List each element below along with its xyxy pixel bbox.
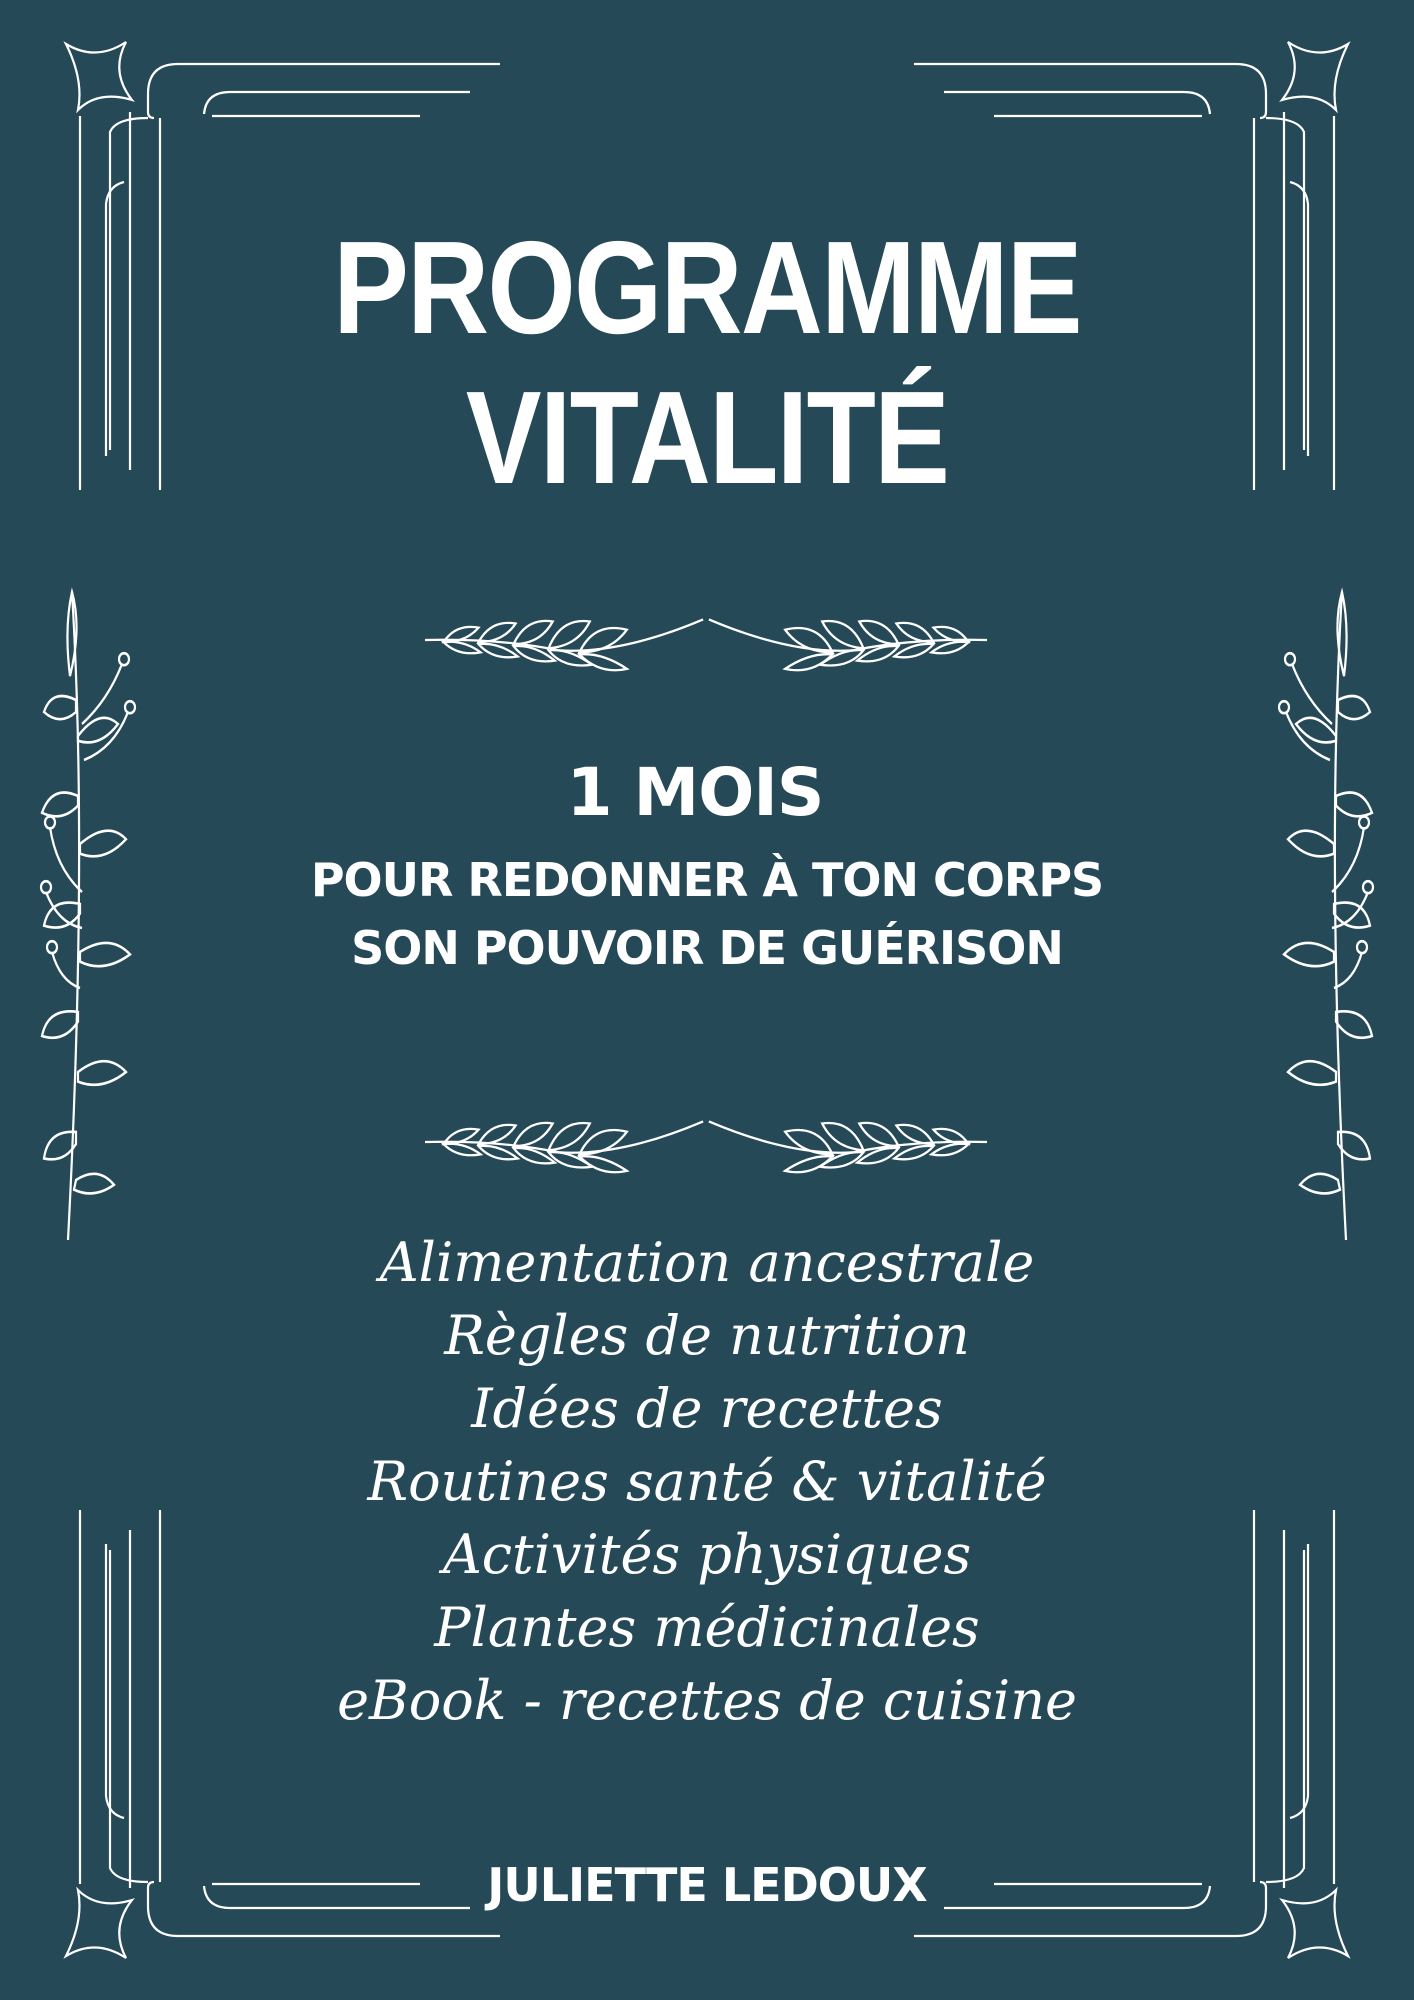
title-line-1: PROGRAMME [333, 214, 1081, 361]
laurel-branch-icon [425, 619, 987, 670]
tagline-line-2: SON POUVOIR DE GUÉRISON [351, 921, 1063, 975]
author-name: JULIETTE LEDOUX [487, 1858, 927, 1912]
feature-item: Règles de nutrition [444, 1304, 970, 1367]
duration-heading: 1 MOIS [566, 754, 824, 831]
title-line-2: VITALITÉ [465, 364, 949, 511]
leafy-sprig-icon [1279, 592, 1373, 1240]
feature-item: Activités physiques [442, 1523, 972, 1586]
tagline-line-1: POUR REDONNER À TON CORPS [310, 853, 1104, 907]
feature-item: Routines santé & vitalité [367, 1450, 1047, 1513]
feature-item: Alimentation ancestrale [379, 1231, 1035, 1294]
feature-item: eBook - recettes de cuisine [337, 1669, 1077, 1732]
feature-list [0, 1226, 1414, 1737]
laurel-branch-icon [425, 1121, 987, 1172]
feature-item: Idées de recettes [471, 1377, 943, 1440]
leafy-sprig-icon [41, 592, 135, 1240]
feature-item: Plantes médicinales [434, 1596, 980, 1659]
